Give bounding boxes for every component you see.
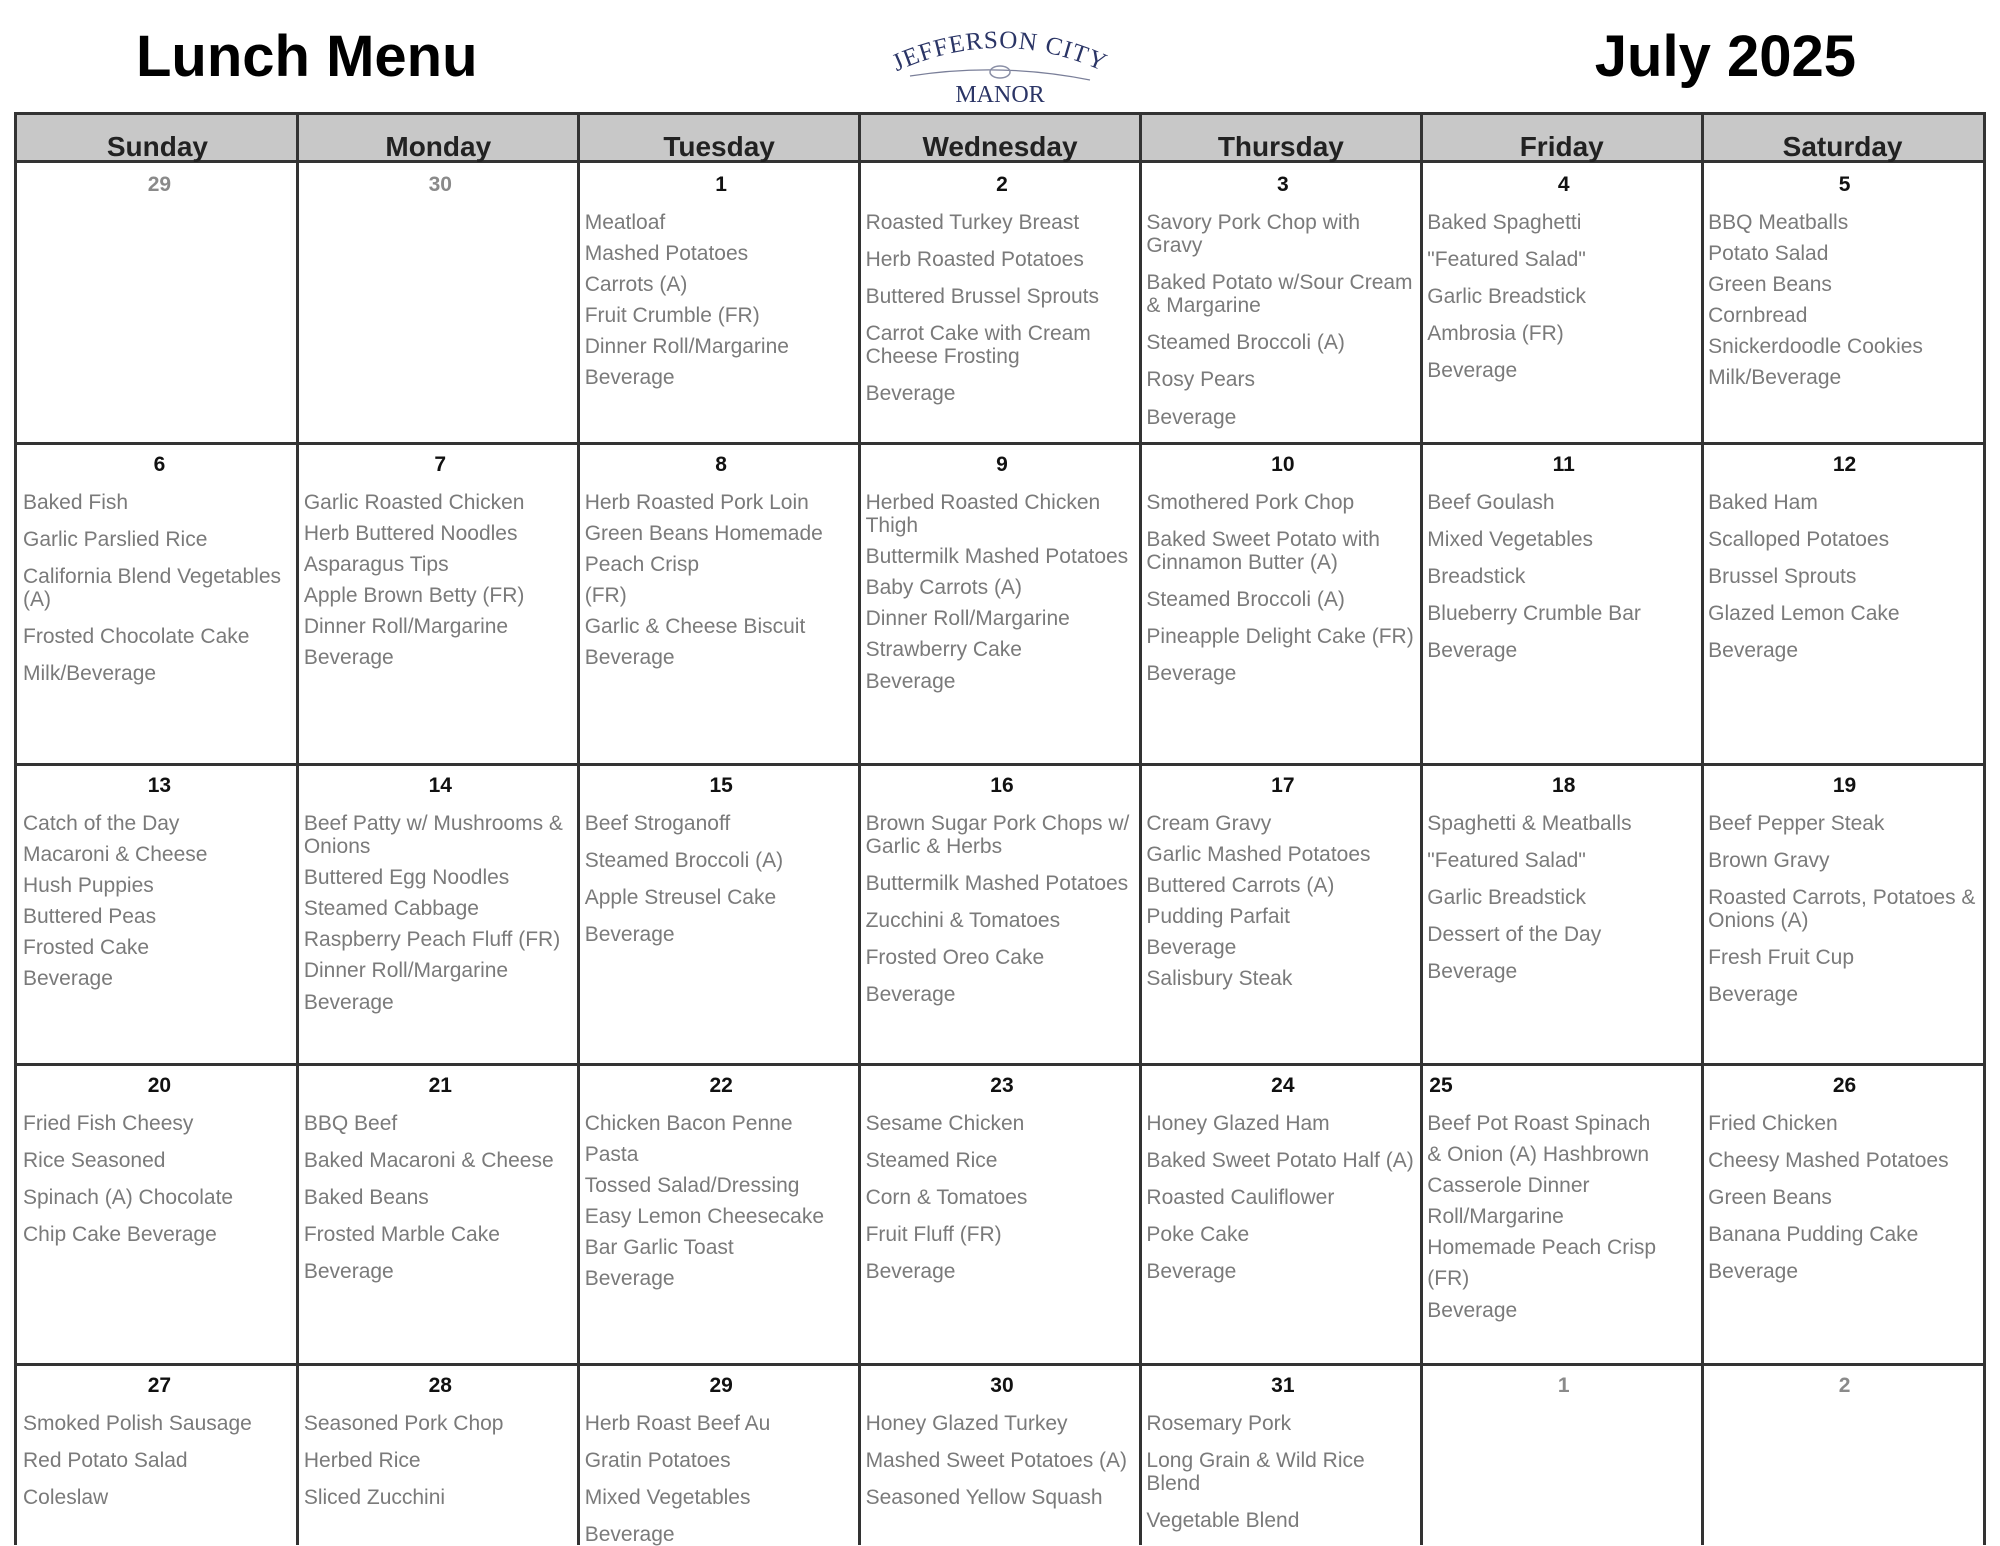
day-cell [19,444,296,762]
day-number: 12 [1832,453,1857,476]
day-cell [1142,765,1419,1062]
day-number: 20 [147,1074,172,1097]
menu-item: Bar Garlic Toast [584,1236,734,1260]
menu-item: Potato Salad [1708,242,1829,266]
menu-item: Fruit Crumble (FR) [584,304,760,328]
menu-item: Beef Stroganoff [584,812,731,835]
day-number: 25 [1429,1074,1453,1097]
menu-item: Dinner Roll/Margarine [865,607,1070,631]
menu-item: Macaroni & Cheese [23,843,208,867]
weekday-header-wednesday: Wednesday [922,131,1078,162]
menu-item: Herb Roasted Potatoes [865,248,1084,272]
day-number: 14 [428,774,452,797]
day-cell [19,1365,296,1546]
menu-item: Beverage [865,382,956,406]
menu-item: Baked Spaghetti [1427,211,1582,234]
menu-item: Snickerdoodle Cookies [1708,335,1923,359]
day-number: 28 [428,1374,452,1397]
logo [880,18,1120,110]
menu-item: California Blend Vegetables (A) [23,565,282,612]
menu-item: BBQ Beef [303,1112,398,1135]
menu-item: Gratin Potatoes [584,1449,731,1473]
day-number: 17 [1271,774,1295,797]
day-cell [1423,1365,1700,1546]
menu-item: Herbed Roasted Chicken Thigh [865,491,1101,538]
menu-item: Ambrosia (FR) [1427,322,1564,346]
menu-item: Beverage [23,967,113,991]
menu-item: Garlic Parslied Rice [23,528,208,552]
day-number: 7 [434,453,447,476]
weekday-header-saturday: Saturday [1782,131,1903,162]
day-cell [862,164,1139,441]
menu-item: Buttered Peas [23,905,157,929]
day-number: 29 [709,1374,733,1397]
menu-item: Zucchini & Tomatoes [865,909,1061,933]
menu-item: Fruit Fluff (FR) [865,1223,1002,1247]
menu-item: Beverage [584,923,675,947]
menu-item: Garlic Roasted Chicken [303,491,525,514]
menu-item: Brown Sugar Pork Chops w/ Garlic & Herbs [865,812,1130,859]
day-cell [1704,1065,1981,1362]
menu-item: Frosted Cake [23,936,150,960]
menu-item: Beef Pot Roast Spinach [1427,1112,1651,1135]
menu-item: & Onion (A) Hashbrown [1427,1143,1650,1167]
menu-item: Herb Buttered Noodles [303,522,518,546]
day-cell [1423,1065,1700,1362]
menu-item: Buttered Egg Noodles [303,866,510,890]
menu-item: Corn & Tomatoes [865,1186,1028,1210]
menu-item: Long Grain & Wild Rice Blend [1146,1449,1365,1496]
menu-item: Dinner Roll/Margarine [584,335,789,359]
menu-item: Beverage [303,1260,394,1284]
day-cell [1704,1365,1981,1546]
day-cell [1423,164,1700,441]
menu-item: Steamed Rice [865,1149,998,1173]
menu-item: Mixed Vegetables [584,1486,751,1510]
day-cell [300,444,577,762]
menu-item: Mashed Sweet Potatoes (A) [865,1449,1128,1473]
menu-item: Beverage [1427,359,1518,383]
menu-item: Dessert of the Day [1427,923,1602,947]
menu-item: Beverage [584,1267,675,1291]
menu-item: Baked Beans [303,1186,429,1210]
menu-item: Beverage [1146,1260,1237,1284]
day-cell [19,164,296,441]
menu-item: Baked Macaroni & Cheese [303,1149,554,1173]
menu-item: Buttermilk Mashed Potatoes [865,545,1129,569]
menu-item: Scalloped Potatoes [1708,528,1890,552]
day-number: 1 [715,173,727,196]
menu-item: Salisbury Steak [1146,967,1293,991]
menu-item: Homemade Peach Crisp [1427,1236,1657,1260]
menu-item: Pasta [584,1143,639,1167]
menu-item: Roasted Turkey Breast [865,211,1080,234]
day-cell [581,164,858,441]
menu-item: Apple Brown Betty (FR) [303,584,525,608]
menu-item: Smoked Polish Sausage [23,1412,252,1435]
menu-item: Steamed Cabbage [303,897,479,921]
month-title: July 2025 [1594,24,1856,89]
menu-item: Buttered Brussel Sprouts [865,285,1100,309]
day-number: 2 [996,173,1008,196]
menu-item: Buttermilk Mashed Potatoes [865,872,1129,896]
menu-item: Herbed Rice [303,1449,421,1473]
menu-item: Sliced Zucchini [303,1486,446,1510]
menu-item: Beverage [1146,405,1237,429]
menu-item: Chip Cake Beverage [23,1223,217,1247]
weekday-header-sunday: Sunday [106,131,208,162]
menu-item: "Featured Salad" [1427,248,1586,272]
menu-item: Strawberry Cake [865,638,1022,662]
day-cell [300,1365,577,1546]
menu-item: Beverage [584,646,675,670]
menu-item: Frosted Chocolate Cake [23,625,250,649]
weekday-header-monday: Monday [385,131,492,162]
menu-item: Baked Ham [1708,491,1818,514]
day-number: 30 [990,1374,1014,1397]
menu-item: Green Beans [1708,1186,1832,1210]
menu-item: Savory Pork Chop with Gravy [1146,211,1361,258]
weekday-header-tuesday: Tuesday [663,131,775,162]
menu-item: Green Beans Homemade [584,522,823,546]
menu-item: Poke Cake [1146,1223,1250,1247]
menu-item: Milk/Beverage [1708,366,1842,390]
menu-item: Fresh Fruit Cup [1708,946,1855,970]
menu-item: Beverage [1427,1298,1518,1322]
menu-item: Beverage [303,990,394,1014]
menu-item: Green Beans [1708,273,1832,297]
day-cell [862,1365,1139,1546]
day-number: 10 [1271,453,1295,476]
menu-item: Beverage [1146,936,1237,960]
day-number: 23 [990,1074,1014,1097]
day-number: 1 [1557,1374,1570,1397]
menu-item: (FR) [584,584,627,608]
menu-item: Baby Carrots (A) [865,576,1022,600]
menu-item: Glazed Lemon Cake [1708,602,1900,626]
menu-item: Carrots (A) [584,273,688,297]
menu-item: Catch of the Day [23,812,180,835]
day-cell [1704,444,1981,762]
day-number: 9 [996,453,1008,476]
menu-item: Apple Streusel Cake [584,886,777,910]
page-title: Lunch Menu [136,24,478,89]
menu-item: Blueberry Crumble Bar [1427,602,1641,626]
menu-item: Breadstick [1427,565,1526,589]
menu-item: Baked Sweet Potato Half (A) [1146,1149,1414,1173]
menu-item: Brown Gravy [1708,849,1830,873]
menu-item: Roll/Margarine [1427,1205,1564,1229]
day-cell [1423,765,1700,1062]
menu-item: Beverage [865,1260,956,1284]
menu-item: Brussel Sprouts [1708,565,1857,589]
day-cell [862,765,1139,1062]
day-cell [19,1065,296,1362]
menu-item: Vegetable Blend [1146,1509,1300,1533]
day-number: 26 [1832,1074,1857,1097]
calendar-grid [14,112,1986,1545]
day-cell [862,1065,1139,1362]
menu-item: Honey Glazed Turkey [865,1412,1068,1435]
menu-item: Cornbread [1708,304,1808,328]
menu-item: Sesame Chicken [865,1112,1025,1135]
menu-item: Beverage [1427,639,1518,663]
day-number: 30 [428,173,452,196]
menu-item: (FR) [1427,1267,1470,1291]
menu-item: Beverage [303,646,394,670]
menu-item: Hush Puppies [23,874,154,898]
day-number: 15 [709,774,733,797]
weekday-header-thursday: Thursday [1217,131,1344,162]
day-number: 19 [1832,774,1857,797]
day-number: 13 [147,774,172,797]
menu-item: Dinner Roll/Margarine [303,615,509,639]
menu-item: Beverage [865,669,956,693]
menu-item: Frosted Oreo Cake [865,946,1045,970]
day-cell [581,444,858,762]
weekday-header-friday: Friday [1519,131,1604,162]
day-cell [300,164,577,441]
menu-item: Meatloaf [584,211,666,234]
menu-item: Spinach (A) Chocolate [23,1186,234,1210]
menu-item: Herb Roast Beef Au [584,1412,771,1435]
day-number: 5 [1838,173,1851,196]
menu-item: Buttered Carrots (A) [1146,874,1335,898]
menu-item: Roasted Carrots, Potatoes & Onions (A) [1708,886,1976,933]
menu-item: Herb Roasted Pork Loin [584,491,809,514]
day-number: 27 [147,1374,172,1397]
menu-item: Beverage [584,366,675,390]
menu-item: Pineapple Delight Cake (FR) [1146,625,1414,649]
menu-item: Beverage [1146,662,1237,686]
menu-item: Mashed Potatoes [584,242,749,266]
day-cell [1142,1365,1419,1546]
logo-text-top: JEFFERSON CITY [888,26,1112,77]
day-number: 6 [153,453,166,476]
menu-item: Baked Potato w/Sour Cream & Margarine [1146,271,1413,318]
menu-item: Smothered Pork Chop [1146,491,1355,514]
day-number: 31 [1271,1374,1295,1397]
day-number: 11 [1552,453,1575,476]
weekday-header-row [17,115,1983,163]
menu-item: Beverage [1708,639,1799,663]
menu-item: Garlic Breadstick [1427,886,1586,910]
menu-item: "Featured Salad" [1427,849,1586,873]
day-cell [1142,444,1419,762]
menu-item: Steamed Broccoli (A) [584,849,784,873]
menu-item: Frosted Marble Cake [303,1223,500,1247]
menu-item: Beef Goulash [1427,491,1555,514]
menu-item: Coleslaw [23,1486,109,1510]
day-cell [1704,765,1981,1062]
day-number: 8 [715,453,727,476]
menu-item: Asparagus Tips [303,553,449,577]
menu-item: Rosemary Pork [1146,1412,1292,1435]
menu-item: Roasted Cauliflower [1146,1186,1335,1210]
menu-item: Beverage [1427,960,1518,984]
menu-item: Beef Patty w/ Mushrooms & Onions [303,812,563,859]
menu-item: Seasoned Yellow Squash [865,1486,1103,1510]
day-number: 4 [1557,173,1570,196]
menu-item: Steamed Broccoli (A) [1146,588,1345,612]
menu-item: Fried Fish Cheesy [23,1112,194,1135]
day-number: 22 [709,1074,733,1097]
logo-emblem-icon [990,66,1010,78]
day-cell [862,444,1139,762]
menu-item: Garlic Breadstick [1427,285,1586,309]
day-cell [300,765,577,1062]
menu-item: Banana Pudding Cake [1708,1223,1919,1247]
menu-item: Raspberry Peach Fluff (FR) [303,928,561,952]
day-cell [581,1065,858,1362]
day-number: 2 [1838,1374,1851,1397]
menu-item: Garlic Mashed Potatoes [1146,843,1371,867]
day-number: 29 [147,173,172,196]
menu-item: Beverage [865,983,956,1007]
menu-item: Honey Glazed Ham [1146,1112,1330,1135]
menu-item: Pudding Parfait [1146,905,1291,929]
menu-item: Peach Crisp [584,553,700,577]
menu-item: Cheesy Mashed Potatoes [1708,1149,1949,1173]
menu-item: Tossed Salad/Dressing [584,1174,800,1198]
menu-item: Rosy Pears [1146,368,1255,392]
day-cell [19,765,296,1062]
menu-item: Baked Fish [23,491,129,514]
menu-item: Easy Lemon Cheesecake [584,1205,825,1229]
day-number: 21 [428,1074,452,1097]
menu-item: Seasoned Pork Chop [303,1412,504,1435]
day-cell [581,765,858,1062]
day-number: 3 [1277,173,1289,196]
day-cell [1142,164,1419,441]
menu-item: Red Potato Salad [23,1449,188,1473]
day-cell [581,1365,858,1546]
menu-item: Mixed Vegetables [1427,528,1594,552]
menu-item: Beverage [1708,983,1799,1007]
menu-item: Baked Sweet Potato with Cinnamon Butter (A) [1146,528,1380,575]
day-cell [1423,444,1700,762]
menu-item: Carrot Cake with Cream Cheese Frosting [865,322,1091,369]
menu-item: Garlic & Cheese Biscuit [584,615,806,639]
day-cell [1142,1065,1419,1362]
menu-item: Cream Gravy [1146,812,1272,835]
day-cell [300,1065,577,1362]
day-cell [1704,164,1981,441]
menu-item: Milk/Beverage [23,662,157,686]
menu-item: Beverage [584,1523,675,1546]
day-number: 24 [1271,1074,1295,1097]
menu-item: Fried Chicken [1708,1112,1838,1135]
menu-item: Spaghetti & Meatballs [1427,812,1632,835]
menu-item: Beverage [1708,1260,1799,1284]
menu-item: Steamed Broccoli (A) [1146,331,1345,355]
menu-item: Casserole Dinner [1427,1174,1590,1198]
menu-item: Chicken Bacon Penne [584,1112,793,1135]
menu-item: Dinner Roll/Margarine [303,959,509,983]
logo-text-bottom: MANOR [955,82,1045,108]
menu-item: Beef Pepper Steak [1708,812,1885,835]
menu-item: Rice Seasoned [23,1149,166,1173]
menu-item: BBQ Meatballs [1708,211,1849,234]
day-number: 18 [1552,774,1576,797]
day-number: 16 [990,774,1014,797]
